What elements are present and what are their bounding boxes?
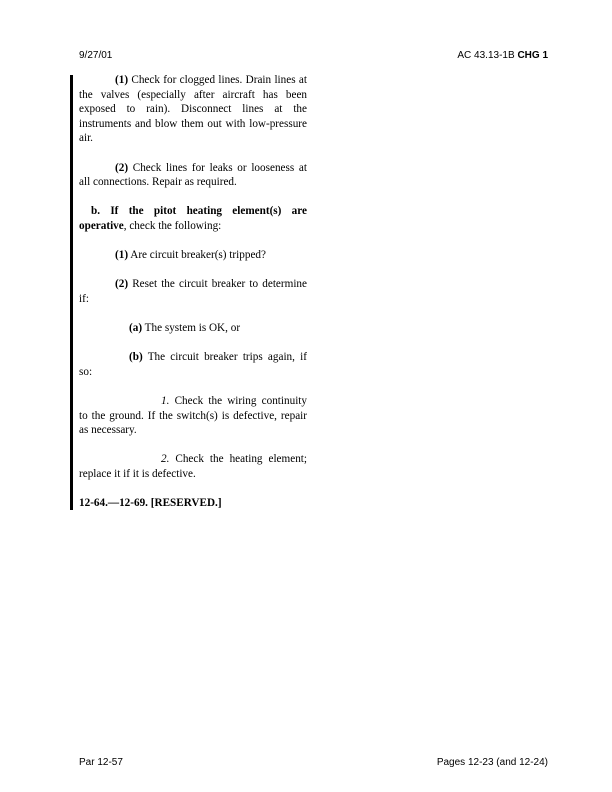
paragraph-number: (2) <box>115 161 129 174</box>
paragraph-number: (b) <box>129 351 143 364</box>
header-date: 9/27/01 <box>79 50 113 61</box>
text-column <box>79 73 307 525</box>
section-tail: , check the following: <box>123 219 222 232</box>
paragraph-2 <box>79 161 307 190</box>
paragraph-number: (1) <box>115 74 129 86</box>
paragraph-text: Reset the circuit breaker to determine if: <box>79 278 307 305</box>
paragraph-text: Check lines for leaks or looseness at all connections. Repair as required. <box>79 161 307 189</box>
section-label: b. <box>91 205 101 218</box>
footer-par: Par 12-57 <box>79 757 123 768</box>
change-number: CHG 1 <box>517 50 548 61</box>
paragraph-number: (2) <box>115 278 129 291</box>
paragraph-text: Check the wiring continuity to the ground. If the switch(s) is defective, repair as necessary. <box>79 395 308 437</box>
header-doc-id <box>457 50 548 61</box>
paragraph-bb <box>79 350 307 379</box>
paragraph-text: The circuit breaker trips again, if so: <box>79 351 307 378</box>
doc-id: AC 43.13-1B <box>457 50 515 61</box>
paragraph-b1 <box>79 248 307 263</box>
footer-pages: Pages 12-23 (and 12-24) <box>436 757 548 768</box>
paragraph-a <box>79 321 307 336</box>
paragraph-text: Are circuit breaker(s) tripped? <box>130 249 266 262</box>
change-bar <box>70 75 73 510</box>
paragraph-text: Check the heating element; replace it if it is defective. <box>79 453 307 481</box>
paragraph-number: 2. <box>161 453 170 466</box>
section-b <box>79 204 307 233</box>
paragraph-number: (1) <box>115 249 129 262</box>
subparagraph-1 <box>79 394 307 438</box>
reserved-heading: 12-64.—12-69. [RESERVED.] <box>79 497 222 510</box>
section-heading: If the pitot heating element(s) are operative <box>79 205 307 232</box>
paragraph-1 <box>79 73 307 146</box>
paragraph-text: The system is OK, or <box>144 322 241 335</box>
paragraph-b2 <box>79 277 307 306</box>
paragraph-number: 1. <box>161 395 170 408</box>
subparagraph-2 <box>79 452 307 481</box>
paragraph-text: Check for clogged lines. Drain lines at the valves (especially after aircraft has been exposed to rain). Disconnect lines at the instruments and blow them out with low-pressure air. <box>79 74 307 145</box>
paragraph-number: (a) <box>129 322 143 335</box>
